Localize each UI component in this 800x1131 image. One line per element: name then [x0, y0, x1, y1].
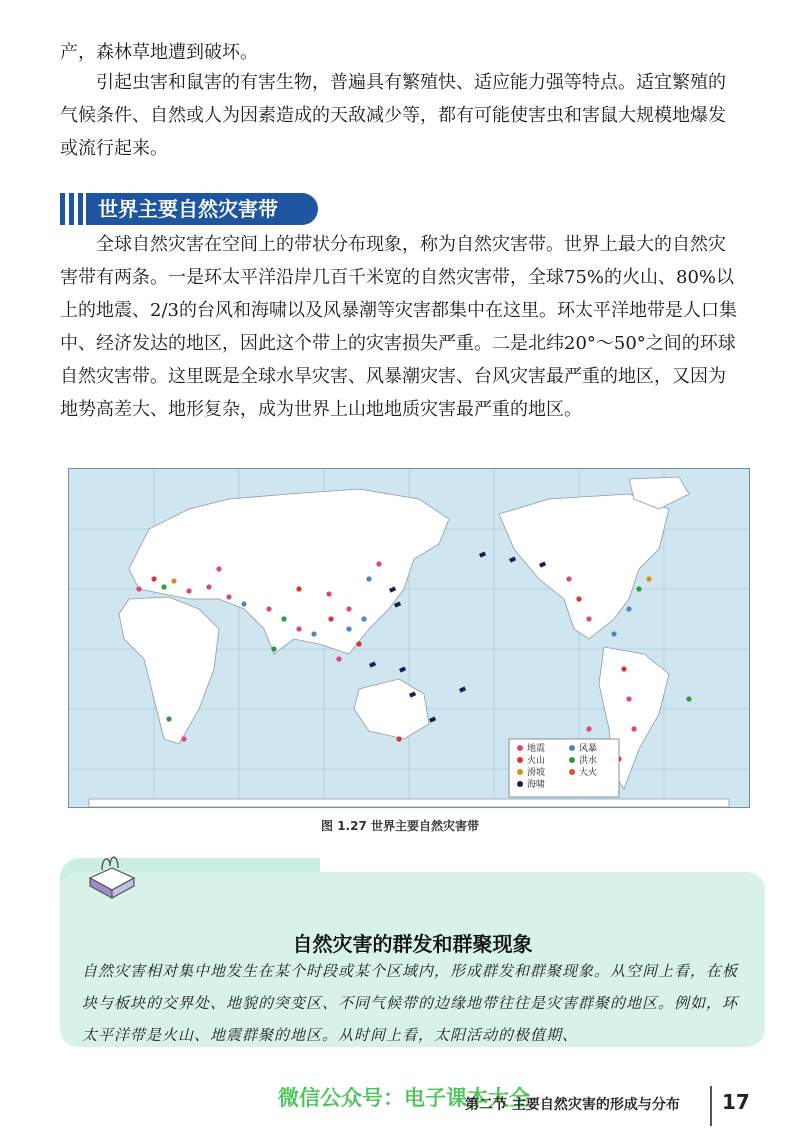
page-number: 17 — [722, 1090, 750, 1114]
australia-shape — [354, 679, 429, 739]
watermark: 微信公众号：电子课本大全 — [278, 1086, 530, 1110]
legend-label: 风暴 — [579, 744, 598, 754]
hazard-marker — [166, 716, 171, 721]
map-legend — [509, 739, 619, 797]
hazard-marker — [336, 656, 341, 661]
dot-icon — [517, 745, 523, 751]
flame-icon — [569, 769, 575, 775]
triangle-icon — [569, 745, 575, 751]
hazard-marker — [396, 736, 401, 741]
reading-title: 自然灾害的群发和群聚现象 — [292, 932, 533, 956]
hazard-marker — [181, 736, 186, 741]
hazard-marker — [399, 666, 406, 672]
hazard-marker — [369, 661, 376, 667]
footer-chapter-title: 第二节 主要自然灾害的形成与分布 — [465, 1097, 680, 1113]
hazard-marker — [206, 584, 211, 589]
hazard-marker — [328, 616, 333, 621]
map-canvas — [69, 469, 749, 807]
hazard-marker — [621, 666, 626, 671]
figure-caption: 图 1.27 世界主要自然灾害带 — [321, 819, 479, 833]
hazard-marker — [356, 641, 361, 646]
hazard-marker — [296, 626, 301, 631]
hazard-marker — [241, 601, 246, 606]
world-hazard-map — [68, 468, 750, 808]
hazard-marker — [686, 696, 691, 701]
hazard-marker — [136, 586, 141, 591]
hazard-marker — [636, 586, 641, 591]
hazard-marker — [171, 578, 176, 583]
hazard-marker — [611, 631, 616, 636]
hazard-marker — [626, 606, 631, 611]
hazard-marker — [479, 551, 486, 557]
hazard-marker — [429, 716, 436, 722]
footer-divider — [710, 1086, 712, 1126]
legend-label: 地震 — [527, 744, 546, 754]
hazard-marker — [586, 616, 591, 621]
book-icon — [82, 848, 142, 908]
paragraph-continuation: 产，森林草地遭到破坏。 — [60, 42, 258, 63]
section-heading — [60, 193, 318, 225]
hazard-marker — [631, 726, 636, 731]
hazard-marker — [226, 594, 231, 599]
hazard-marker — [186, 588, 191, 593]
hazard-marker — [346, 626, 351, 631]
section-title: 世界主要自然灾害带 — [86, 193, 318, 225]
paragraph-pests: 引起虫害和鼠害的有害生物，普遍具有繁殖快、适应能力强等特点。适宜繁殖的气候条件、自然或人为因素造成的天敌减少等，都有可能使害虫和害鼠大规模地爆发或流行起来。 — [60, 72, 726, 159]
wave-icon — [517, 781, 523, 787]
triangle-icon — [517, 757, 523, 763]
legend-label: 滑坡 — [527, 768, 546, 778]
hazard-marker — [646, 576, 651, 581]
hazard-marker — [376, 561, 381, 566]
hazard-marker — [271, 646, 276, 651]
hazard-marker — [311, 631, 316, 636]
legend-box — [509, 739, 619, 797]
reading-body: 自然灾害相对集中地发生在某个时段或某个区域内，形成群发和群聚现象。从空间上看，在板块与板块的交界处、地貌的突变区、不同气候带的边缘地带往往是灾害群聚的地区。例如，环太平洋带是火山、地震群聚的地区。从时间上看，太阳活动的极值期、 — [82, 962, 739, 1044]
hazard-marker — [151, 576, 156, 581]
triangle-icon — [517, 769, 523, 775]
legend-label: 大火 — [579, 768, 598, 778]
hazard-marker — [566, 576, 571, 581]
hazard-marker — [296, 586, 301, 591]
hazard-marker — [161, 584, 166, 589]
heading-bar — [69, 193, 74, 225]
hazard-marker — [361, 616, 366, 621]
hazard-marker — [326, 591, 331, 596]
heading-bar — [60, 193, 65, 225]
hazard-marker — [366, 576, 371, 581]
africa-shape — [119, 597, 219, 744]
section-body: 全球自然灾害在空间上的带状分布现象，称为自然灾害带。世界上最大的自然灾害带有两条。一是环太平洋沿岸几百千米宽的自然灾害带，全球75%的火山、80%以上的地震、2/3的台风和海啸以及风暴潮等灾害都集中在这里。环太平洋地带是人口集中、经济发达的地区，因此这个带上的灾害损失严重。二是北纬20°～50°之间的环球自然灾害带。这里既是全球水旱灾害、风暴潮灾害、台风灾害最严重的地区，又因为地势高差大、地形复杂，成为世界上山地地质灾害最严重的地区。 — [60, 234, 737, 420]
hazard-marker — [346, 606, 351, 611]
antarctica-shape — [89, 799, 729, 807]
legend-label: 火山 — [527, 756, 546, 766]
hazard-marker — [626, 696, 631, 701]
heading-bar — [78, 193, 83, 225]
hazard-marker — [266, 606, 271, 611]
hazard-marker — [459, 686, 466, 692]
north-america-shape — [499, 494, 669, 639]
hazard-marker — [216, 566, 221, 571]
legend-label: 洪水 — [579, 756, 598, 766]
legend-label: 海啸 — [527, 780, 546, 790]
hazard-marker — [281, 616, 286, 621]
hazard-marker — [576, 596, 581, 601]
hazard-marker — [394, 601, 401, 607]
hazard-marker — [586, 726, 591, 731]
hazard-marker — [509, 556, 516, 562]
triangle-icon — [569, 757, 575, 763]
